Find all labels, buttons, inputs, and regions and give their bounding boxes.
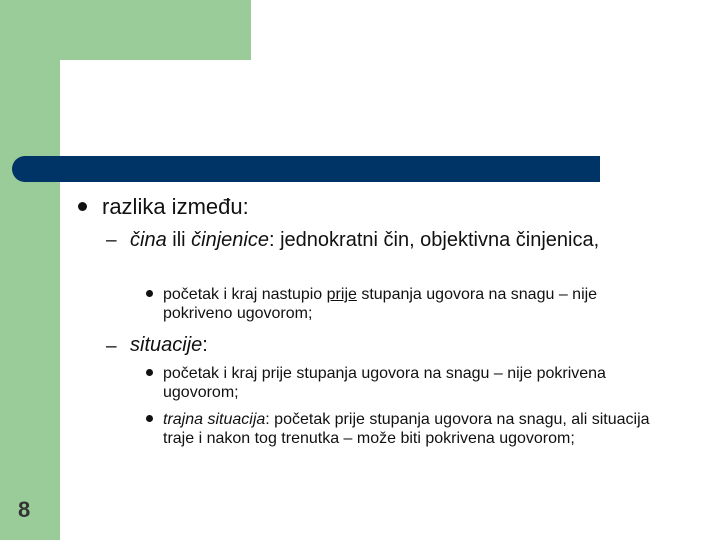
bullet-icon <box>146 415 153 422</box>
sub-sit-1-text: početak i kraj prije stupanja ugovora na snagu – nije pokrivena ugovorom; <box>163 365 606 401</box>
sub-sit-2-rest: : početak prije stupanja ugovora na snagu, ali situacija traje i nakon tog trenutka – može biti pokrivena ugovorom; <box>163 411 650 447</box>
term-cina: čina <box>130 229 167 251</box>
top-green-block <box>0 0 251 60</box>
title-bar <box>12 156 600 182</box>
sub-cina-before: početak i kraj nastupio <box>163 286 327 303</box>
term-cinjenice: činjenice <box>191 229 269 251</box>
level1-text: razlika između: <box>102 194 249 219</box>
bullet-icon <box>146 369 153 376</box>
bullet-icon <box>78 202 87 211</box>
item-cina-rest: : jednokratni čin, objektivna činjenica, <box>268 229 600 251</box>
dash-icon: – <box>106 336 117 357</box>
sub-sit-2-text <box>163 410 658 448</box>
sub-cina-after: stupanja ugovora na snagu – nije pokriveno ugovorom; <box>163 286 598 322</box>
item-situacije <box>130 332 208 358</box>
item-situacije-rest: : <box>202 334 208 356</box>
sub-cina-text <box>163 285 658 323</box>
dash-icon: – <box>106 230 117 251</box>
sub-cina-underlined: prije <box>326 286 357 303</box>
connector-text: ili <box>166 229 192 251</box>
term-trajna-situacija: trajna situacija <box>163 411 266 428</box>
slide-number: 8 <box>18 497 31 522</box>
left-green-band <box>0 0 60 540</box>
item-cina <box>130 227 610 253</box>
bullet-icon <box>146 290 153 297</box>
term-situacije: situacije <box>130 334 203 356</box>
